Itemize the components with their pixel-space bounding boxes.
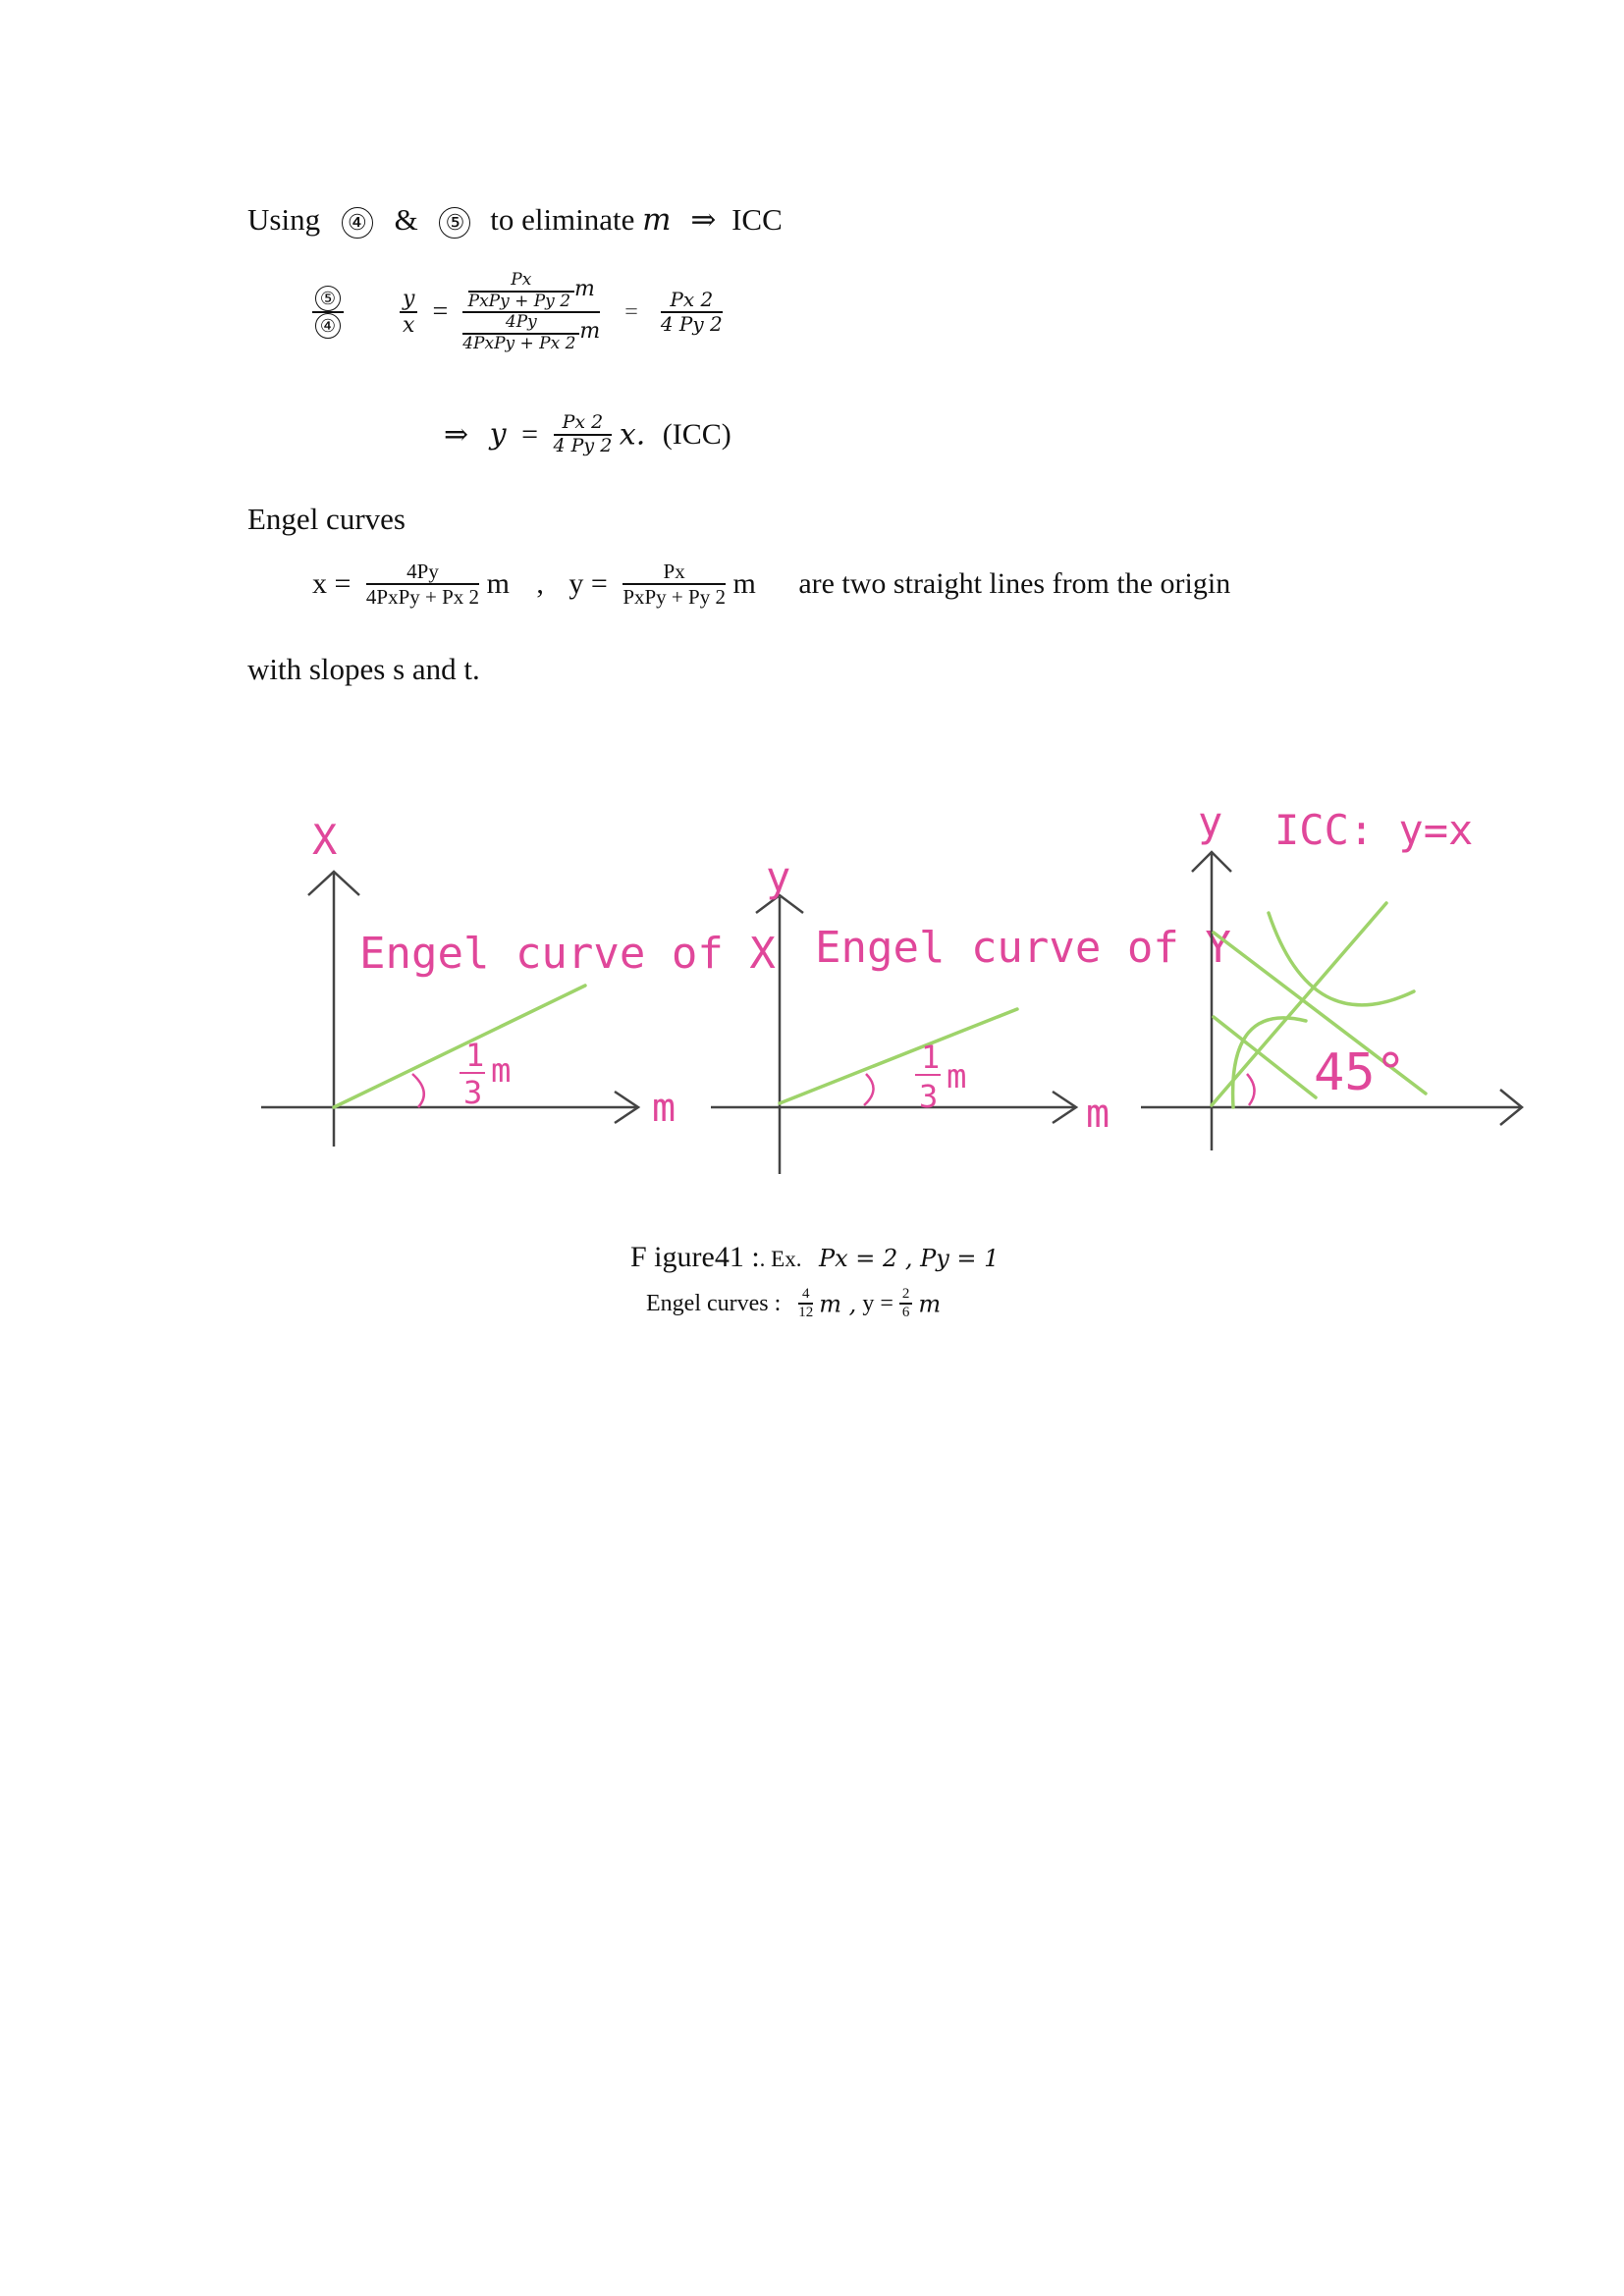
caption-frac2 xyxy=(899,1286,913,1322)
ratio-inner-num-den: PxPy + Py 2 xyxy=(467,291,571,311)
panel-2 xyxy=(711,853,1231,1174)
engel-sep: , xyxy=(536,567,544,601)
icc-y: y xyxy=(489,417,507,453)
circled-4: ④ xyxy=(342,207,373,239)
p3-angle-arc xyxy=(1247,1074,1255,1105)
figure-caption-line1 xyxy=(630,1241,999,1274)
intro-arrow: ⇒ xyxy=(690,202,717,237)
engel-x-num: 4Py xyxy=(366,560,479,585)
p1-angle-arc xyxy=(412,1074,424,1107)
icc-frac xyxy=(554,412,613,457)
engel-x-lhs: x = xyxy=(312,567,352,601)
ratio-inner-num-m: m xyxy=(574,277,595,302)
p2-axis-y-label: y xyxy=(766,853,791,901)
p1-curve-label: Engel curve of X xyxy=(359,929,776,979)
ratio-inner-num-num: Px xyxy=(468,271,574,293)
p2-slope-num: 1 xyxy=(921,1039,941,1076)
caption-px: Px = 2 , xyxy=(818,1245,913,1272)
engel-y-den: PxPy + Py 2 xyxy=(623,585,726,610)
engel-heading: Engel curves xyxy=(247,502,406,536)
p1-slope-den: 3 xyxy=(463,1074,483,1111)
p1-slope-m: m xyxy=(491,1051,512,1091)
p2-axis-x-label: m xyxy=(1086,1092,1110,1137)
icc-eq: = xyxy=(521,417,539,451)
caption-m1: m , xyxy=(819,1290,857,1318)
p2-angle-arc xyxy=(864,1074,874,1105)
p3-axis-y-label: y xyxy=(1198,798,1223,846)
engel-equations xyxy=(312,560,1230,609)
icc-tag: (ICC) xyxy=(662,417,731,451)
p1-axis-y-label: X xyxy=(312,816,338,864)
icc-x: x. xyxy=(619,417,646,453)
ratio-eq: = xyxy=(432,296,449,328)
engel-y-m: m xyxy=(732,567,756,601)
intro-icc: ICC xyxy=(731,202,783,237)
engel-desc2: with slopes s and t. xyxy=(247,652,480,686)
p1-slope-num: 1 xyxy=(465,1037,485,1074)
engel-y-lhs: y = xyxy=(568,567,608,601)
ratio-circ-4: ④ xyxy=(315,313,341,339)
intro-line xyxy=(247,202,783,239)
ratio-result xyxy=(661,289,723,336)
ratio-inner-den-den: 4PxPy + Px 2 xyxy=(462,333,576,353)
caption-frac2-den: 6 xyxy=(901,1305,910,1321)
intro-m: m xyxy=(642,202,672,238)
ratio-big-frac xyxy=(462,271,600,353)
panel-3 xyxy=(1141,798,1522,1150)
icc-frac-num: Px 2 xyxy=(554,412,613,436)
ratio-res-num: Px 2 xyxy=(661,289,723,313)
intro-rest: to eliminate xyxy=(490,202,635,237)
ratio-lhs-den: x xyxy=(403,313,415,339)
p2-slope-den: 3 xyxy=(919,1078,939,1115)
icc-equation xyxy=(444,412,731,457)
p1-axis-x-label: m xyxy=(652,1086,677,1131)
caption-engel-label: Engel curves : xyxy=(646,1290,782,1316)
engel-x-m: m xyxy=(486,567,510,601)
figure-41 xyxy=(0,766,1624,1217)
ratio-res-den: 4 Py 2 xyxy=(660,312,723,337)
caption-y-eq: y = xyxy=(862,1290,893,1316)
circled-5: ⑤ xyxy=(439,207,470,239)
ratio-equation xyxy=(312,271,723,353)
ratio-circ-5: ⑤ xyxy=(315,286,341,311)
p2-engel-line xyxy=(780,1009,1017,1103)
engel-desc: are two straight lines from the origin xyxy=(798,567,1231,601)
intro-lead: Using xyxy=(247,202,321,237)
engel-x-den: 4PxPy + Px 2 xyxy=(365,585,480,610)
icc-frac-den: 4 Py 2 xyxy=(553,434,613,456)
intro-amp: & xyxy=(394,202,418,237)
ratio-inner-den-num: 4Py xyxy=(462,313,579,335)
caption-frac1-den: 12 xyxy=(798,1305,814,1321)
p3-title: ICC: y=x xyxy=(1274,806,1474,854)
engel-x-frac xyxy=(366,560,479,609)
ratio-lhs-num: y xyxy=(400,287,417,313)
caption-m2: m xyxy=(918,1290,942,1318)
ratio-label xyxy=(312,286,344,339)
icc-arrow: ⇒ xyxy=(444,418,469,452)
figure-caption-line2 xyxy=(646,1286,941,1322)
caption-ex: . Ex. xyxy=(759,1247,802,1271)
p2-slope-m: m xyxy=(947,1057,967,1096)
p3-angle-label: 45° xyxy=(1314,1043,1406,1102)
engel-y-frac xyxy=(623,560,726,609)
p2-curve-label: Engel curve of Y xyxy=(815,923,1231,973)
engel-y-num: Px xyxy=(623,560,726,585)
caption-frac1 xyxy=(798,1286,813,1322)
caption-figure-label: F igure41 : xyxy=(630,1241,760,1273)
caption-py: Py = 1 xyxy=(920,1245,1000,1272)
ratio-inner-den-m: m xyxy=(579,319,601,345)
caption-frac1-num: 4 xyxy=(798,1286,813,1305)
panel-1 xyxy=(261,816,776,1147)
p1-engel-line xyxy=(334,986,585,1107)
ratio-eq2: = xyxy=(624,298,638,325)
ratio-lhs xyxy=(400,287,417,339)
caption-frac2-num: 2 xyxy=(899,1286,913,1305)
